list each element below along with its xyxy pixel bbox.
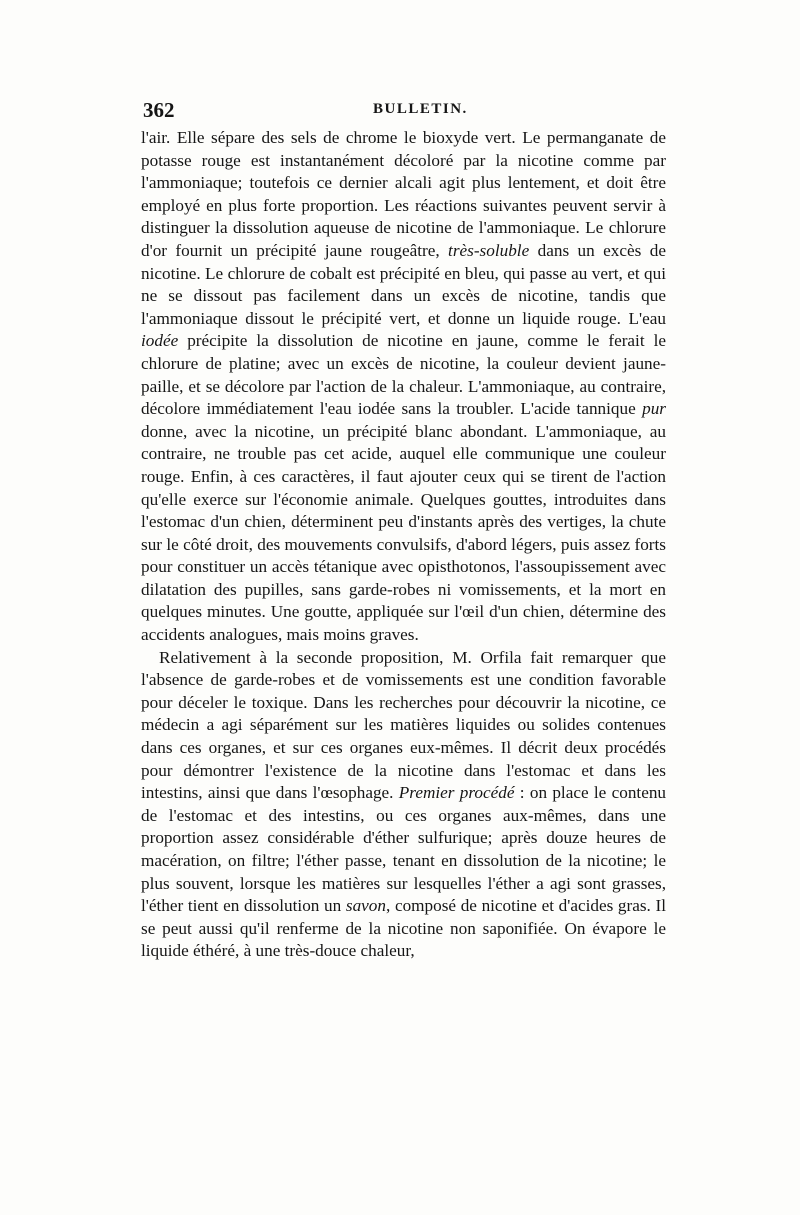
italic-run: savon	[345, 896, 386, 916]
italic-run: pur	[642, 399, 666, 419]
text-run: précipite la dissolution de nicotine en jaune, comme le ferait le chlorure de platine; avec un excès de nicotine, la couleur devient jaune-paille, et se décolore par l'action de la chaleur. L'ammoniaque, au contraire, décolore immédiatement l'eau iodée sans la troubler. L'acide tannique	[141, 331, 666, 419]
running-header	[143, 98, 663, 124]
italic-run: Premier procédé	[398, 783, 515, 803]
text-run: l'air. Elle sépare des sels de chrome le bioxyde vert. Le permanganate de potasse rouge est instantanément décoloré par la nicotine comme par l'ammoniaque; toutefois ce dernier alcali agit plus lentement, et doit être employé en plus forte proportion. Les réactions suivantes peuvent servir à distinguer la dissolution aqueuse de nicotine de l'ammoniaque. Le chlorure d'or fournit un précipité jaune rougeâtre,	[141, 128, 666, 260]
italic-run: iodée	[141, 331, 179, 351]
body-text	[141, 127, 666, 963]
text-run: donne, avec la nicotine, un précipité blanc abondant. L'ammoniaque, au contraire, ne trouble pas cet acide, auquel elle communique une couleur rouge. Enfin, à ces caractères, il faut ajouter ceux qui se tirent de l'action qu'elle exerce sur l'économie animale. Quelques gouttes, introduites dans l'estomac d'un chien, déterminent peu d'instants après des vertiges, la chute sur le côté droit, des mouvements convulsifs, d'abord légers, puis assez forts pour constituer un accès tétanique avec opisthotonos, l'assoupissement avec dilatation des pupilles, sans garde-robes ni vomissements, et la mort en quelques minutes. Une goutte, appliquée sur l'œil d'un chien, détermine des accidents analogues, mais moins graves.	[141, 421, 666, 645]
text-run: Relativement à la seconde proposition, M. Orfila fait remarquer que l'absence de garde-robes et de vomissements est une condition favorable pour déceler le toxique. Dans les recherches pour découvrir la nicotine, ce médecin a agi séparément sur les matières liquides ou solides contenues dans ces organes, et sur ces organes eux-mêmes. Il décrit deux procédés pour démontrer l'existence de la nicotine dans l'estomac et dans les intestins, ainsi que dans l'œsophage.	[141, 647, 666, 803]
running-title: BULLETIN.	[373, 101, 468, 117]
text-run: , composé de nicotine et d'acides gras. Il se peut aussi qu'il renferme de la nicotine non saponifiée. On évapore le liquide éthéré, à une très-douce chaleur,	[141, 896, 666, 961]
text-run: : on place le contenu de l'estomac et des intestins, ou ces organes aux-mêmes, dans une proportion assez considérable d'éther sulfurique; après douze heures de macération, on filtre; l'éther passe, tenant en dissolution de la nicotine; le plus souvent, lorsque les matières sur lesquelles l'éther a agi sont grasses, l'éther tient en dissolution un	[141, 783, 667, 916]
italic-run: très-soluble	[448, 240, 530, 260]
paragraph-1	[141, 127, 666, 647]
paragraph-2	[141, 647, 666, 963]
page-number: 362	[143, 98, 175, 122]
text-run: dans un excès de nicotine. Le chlorure de cobalt est précipité en bleu, qui passe au vert, et qui ne se dissout pas facilement dans un excès de nicotine, tandis que l'ammoniaque dissout le précipité vert, et donne un liquide rouge. L'eau	[141, 240, 666, 328]
